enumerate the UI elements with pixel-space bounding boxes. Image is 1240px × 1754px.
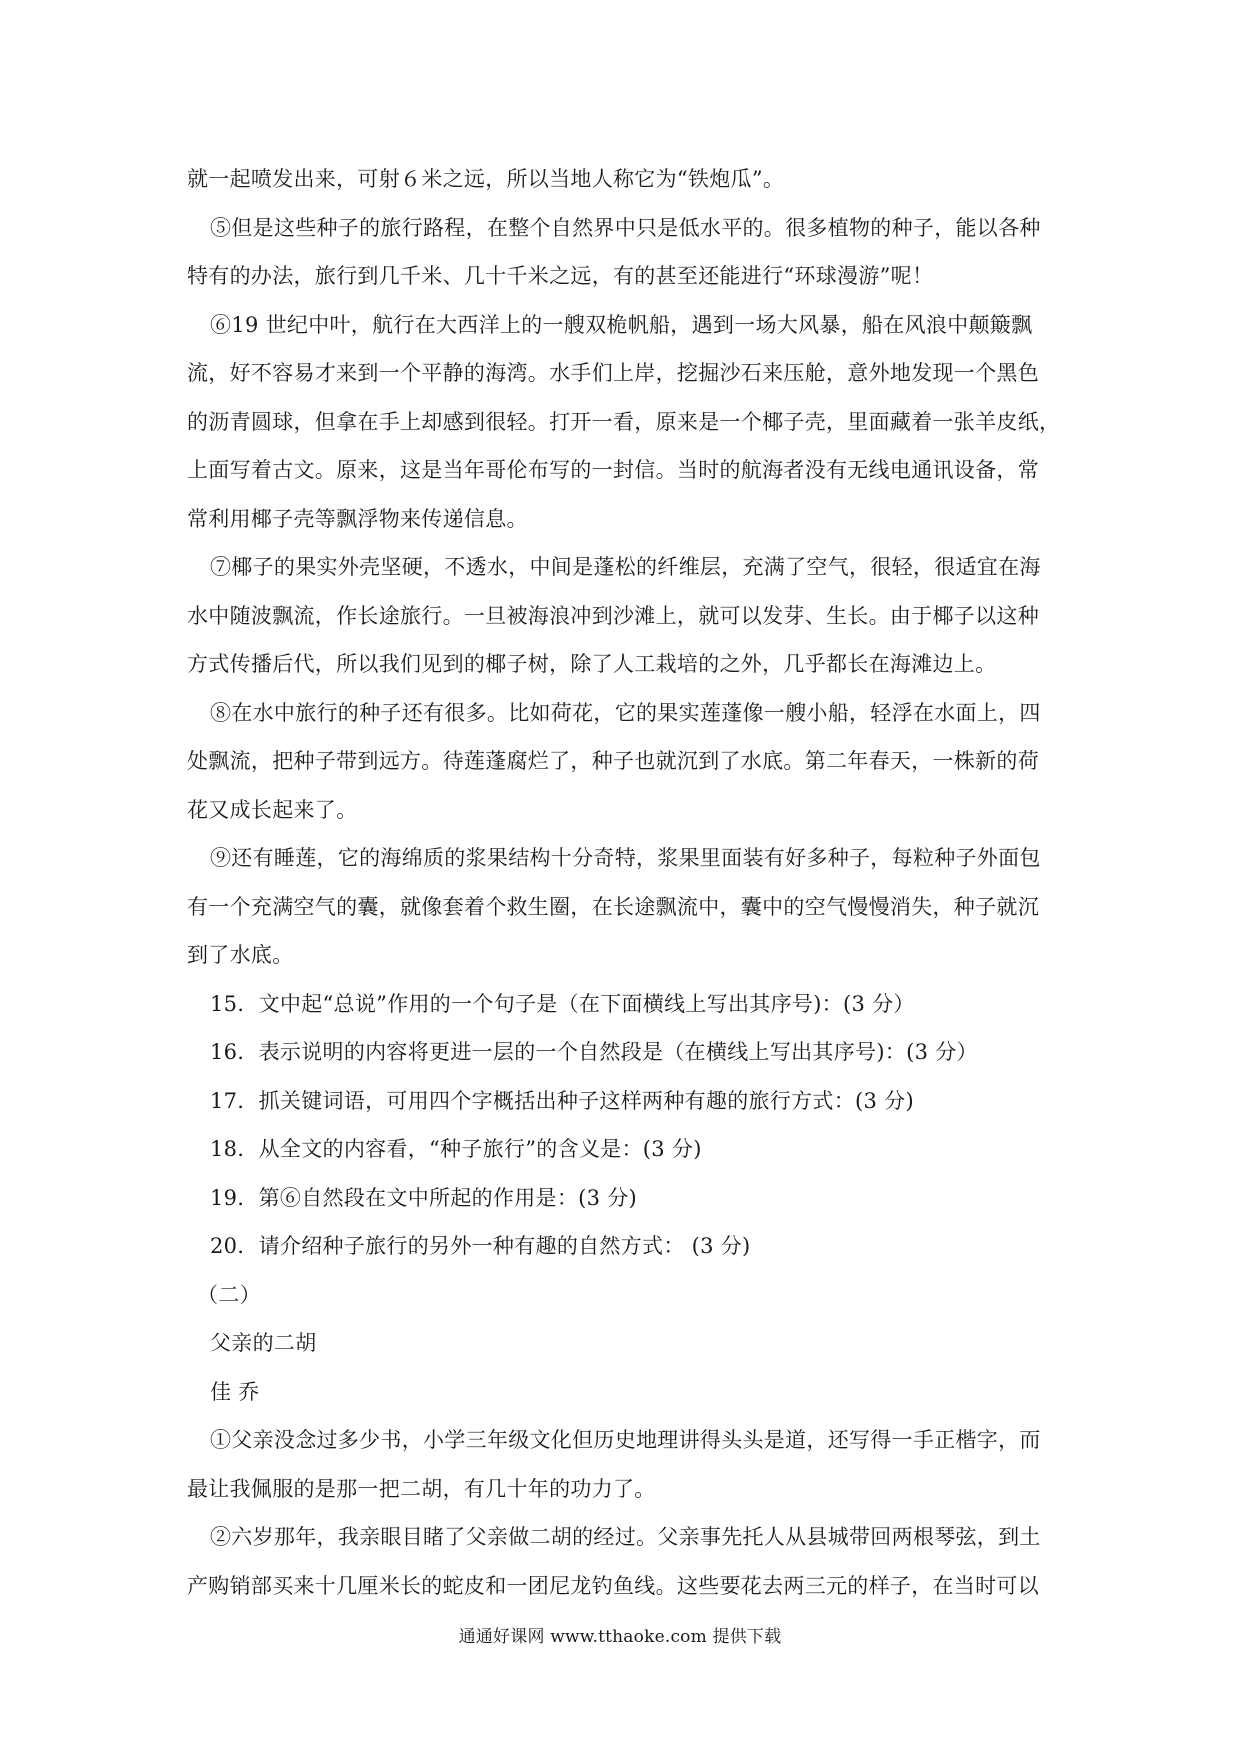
text-line: 到了水底。 <box>187 943 294 967</box>
text-line: ⑥19 世纪中叶，航行在大西洋上的一艘双桅帆船，遇到一场大风暴，船在风浪中颠簸飘 <box>210 312 1033 337</box>
text-line: 产购销部买来十几厘米长的蛇皮和一团尼龙钓鱼线。这些要花去两三元的样子，在当时可以 <box>187 1573 1039 1598</box>
text-line: ⑧在水中旅行的种子还有很多。比如荷花，它的果实莲蓬像一艘小船，轻浮在水面上，四 <box>210 700 1041 725</box>
page-footer: 通通好课网 www.tthaoke.com 提供下载 <box>458 1627 782 1647</box>
text-line: 最让我佩服的是那一把二胡，有几十年的功力了。 <box>187 1476 656 1501</box>
section-2-paragraph-2 <box>187 1513 1057 1610</box>
text-line: 的沥青圆球，但拿在手上却感到很轻。打开一看，原来是一个椰子壳，里面藏着一张羊皮纸， <box>187 409 1061 434</box>
question-list <box>187 980 1057 1271</box>
question-16: 16．表示说明的内容将更进一层的一个自然段是（在横线上写出其序号)：(3 分） <box>210 1040 978 1064</box>
section-2-paragraph-1 <box>187 1416 1057 1513</box>
text-line: 花又成长起来了。 <box>187 797 358 822</box>
text-line: ⑦椰子的果实外壳坚硬，不透水，中间是蓬松的纤维层，充满了空气，很轻，很适宜在海 <box>210 555 1041 579</box>
text-line: 常利用椰子壳等飘浮物来传递信息。 <box>187 506 528 531</box>
paragraph-6 <box>187 301 1061 544</box>
question-17: 17．抓关键词语，可用四个字概括出种子这样两种有趣的旅行方式：(3 分) <box>210 1088 914 1113</box>
text-line: 水中随波飘流，作长途旅行。一旦被海浪冲到沙滩上，就可以发芽、生长。由于椰子以这种 <box>187 603 1039 628</box>
text-line: ⑤但是这些种子的旅行路程，在整个自然界中只是低水平的。很多植物的种子，能以各种 <box>210 215 1041 240</box>
text-line: 就一起喷发出来，可射６米之远，所以当地人称它为“铁炮瓜”。 <box>187 167 785 191</box>
question-19: 19．第⑥自然段在文中所起的作用是：(3 分) <box>210 1185 638 1210</box>
question-20: 20．请介绍种子旅行的另外一种有趣的自然方式： (3 分) <box>210 1234 751 1258</box>
text-line: 特有的办法，旅行到几千米、几十千米之远，有的甚至还能进行“环球漫游”呢！ <box>187 264 934 288</box>
question-18: 18．从全文的内容看，“种子旅行”的含义是：(3 分) <box>210 1137 702 1161</box>
paragraph-8 <box>187 689 1057 835</box>
paragraph-9 <box>187 834 1057 980</box>
paragraph-4-end <box>187 155 1057 204</box>
section-number: （二） <box>197 1282 261 1307</box>
article-title: 父亲的二胡 <box>210 1331 317 1355</box>
text-line: 上面写着古文。原来，这是当年哥伦布写的一封信。当时的航海者没有无线电通讯设备，常 <box>187 458 1039 482</box>
text-line: 有一个充满空气的囊，就像套着个救生圈，在长途飘流中，囊中的空气慢慢消失，种子就沉 <box>187 894 1039 919</box>
paragraph-5 <box>187 204 1057 301</box>
paragraph-7 <box>187 543 1057 689</box>
text-line: 处飘流，把种子带到远方。待莲蓬腐烂了，种子也就沉到了水底。第二年春天，一株新的荷 <box>187 749 1039 773</box>
page-content <box>187 155 1061 1610</box>
text-line: ②六岁那年，我亲眼目睹了父亲做二胡的经过。父亲事先托人从县城带回两根琴弦，到土 <box>210 1525 1041 1549</box>
article-author: 佳 乔 <box>210 1379 260 1404</box>
text-line: ①父亲没念过多少书，小学三年级文化但历史地理讲得头头是道，还写得一手正楷字，而 <box>210 1428 1041 1452</box>
text-line: 流，好不容易才来到一个平静的海湾。水手们上岸，挖掘沙石来压舱，意外地发现一个黑色 <box>187 361 1039 385</box>
text-line: ⑨还有睡莲，它的海绵质的浆果结构十分奇特，浆果里面装有好多种子，每粒种子外面包 <box>210 846 1041 870</box>
section-2 <box>187 1271 1057 1611</box>
question-15: 15．文中起“总说”作用的一个句子是（在下面横线上写出其序号)：(3 分） <box>210 991 915 1016</box>
text-line: 方式传播后代，所以我们见到的椰子树，除了人工栽培的之外，几乎都长在海滩边上。 <box>187 652 997 676</box>
